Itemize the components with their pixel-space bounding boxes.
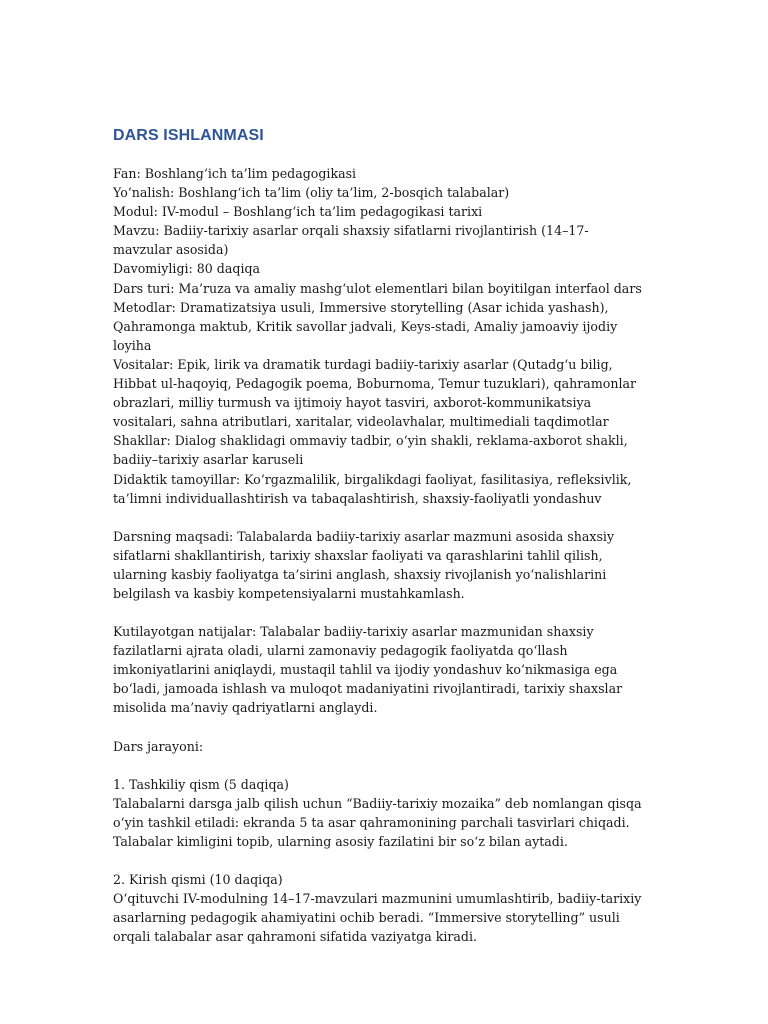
spacer [113,756,643,775]
lesson-meta [113,164,643,508]
meta-modul: Modul: IV-modul – Boshlang‘ich ta’lim pedagogikasi tarixi [113,204,483,220]
stage-body: O‘qituvchi IV-modulning 14–17-mavzulari mazmunini umumlashtirib, badiiy-tarixiy asarlarning pedagogik ahamiyatini ochib beradi. “Immersive storytelling” usuli orqali talabalar asar qahramoni sifatida vaziyatga kiradi. [113,891,642,945]
lesson-goal: Darsning maqsadi: Talabalarda badiiy-tarixiy asarlar mazmuni asosida shaxsiy sifatlarni shakllantirish, tarixiy shaxslar faoliyati va qarashlarini tahlil qilish, ularning kasbiy faoliyatga ta’sirini anglash, shaxsiy rivojlanish yo‘nalishlarini belgilash va kasbiy kompetensiyalarni mustahkamlash. [113,528,615,601]
lesson-process-heading: Dars jarayoni: [113,738,204,754]
meta-fan: Fan: Boshlang‘ich ta’lim pedagogikasi [113,166,357,181]
stage-body: Talabalarni darsga jalb qilish uchun “Badiiy-tarixiy mozaika” deb nomlangan qisqa o‘yin tashkil etiladi: ekranda 5 ta asar qahramonining parchali tasvirlari chiqadi. Talabalar kimligini topib, ularning asosiy fazilatini bir so‘z bilan aytadi. [113,795,642,849]
spacer [113,603,643,622]
spacer [113,508,643,527]
meta-mavzu: Mavzu: Badiiy-tarixiy asarlar orqali shaxsiy sifatlarni rivojlantirish (14–17-mavzular asosida) [113,223,589,258]
meta-metodlar: Metodlar: Dramatizatsiya usuli, Immersive storytelling (Asar ichida yashash), Qahramonga maktub, Kritik savollar jadvali, Keys-stadi, Amaliy jamoaviy ijodiy loyiha [113,299,618,353]
meta-vositalar: Vositalar: Epik, lirik va dramatik turdagi badiiy-tarixiy asarlar (Qutadg‘u bilig, Hibbat ul-haqoyiq, Pedagogik poema, Boburnoma, Temur tuzuklari), qahramonlar obrazlari, milliy turmush va ijtimoiy hayot tasviri, axborot-kommunikatsiya vositalari, sahna atributlari, xaritalar, videolavhalar, multimediali taqdimotlar [113,356,637,430]
document-title: DARS ISHLANMASI [113,127,264,144]
stage-heading: 1. Tashkiliy qism (5 daqiqa) [113,776,289,792]
spacer [113,718,643,737]
meta-davomiyligi: Davomiyligi: 80 daqiqa [113,261,261,277]
meta-shakllar: Shakllar: Dialog shaklidagi ommaviy tadbir, o‘yin shakli, reklama-axborot shakli, badiiy–tarixiy asarlar karuseli [113,433,628,468]
stage-heading: 2. Kirish qismi (10 daqiqa) [113,872,283,887]
document-page [113,124,643,946]
expected-results: Kutilayotgan natijalar: Talabalar badiiy-tarixiy asarlar mazmunidan shaxsiy fazilatlarni ajrata oladi, ularni zamonaviy pedagogik faoliyatda qo‘llash imkoniyatlarini aniqlaydi, mustaqil tahlil va ijodiy yondashuv ko‘nikmasiga ega bo‘ladi, jamoada ishlash va muloqot madaniyatini rivojlantiradi, tarixiy shaxslar misolida ma’naviy qadriyatlarni anglaydi. [113,624,623,716]
meta-yonalish: Yo‘nalish: Boshlang‘ich ta’lim (oliy ta’lim, 2-bosqich talabalar) [113,185,510,201]
meta-dars-turi: Dars turi: Ma’ruza va amaliy mashg‘ulot elementlari bilan boyitilgan interfaol dars [113,280,642,296]
spacer [113,851,643,870]
meta-didaktik: Didaktik tamoyillar: Ko‘rgazmalilik, birgalikdagi faoliyat, fasilitasiya, refleksivlik, ta’limni individuallashtirish va tabaqalashtirish, shaxsiy-faoliyatli yondashuv [113,471,632,506]
